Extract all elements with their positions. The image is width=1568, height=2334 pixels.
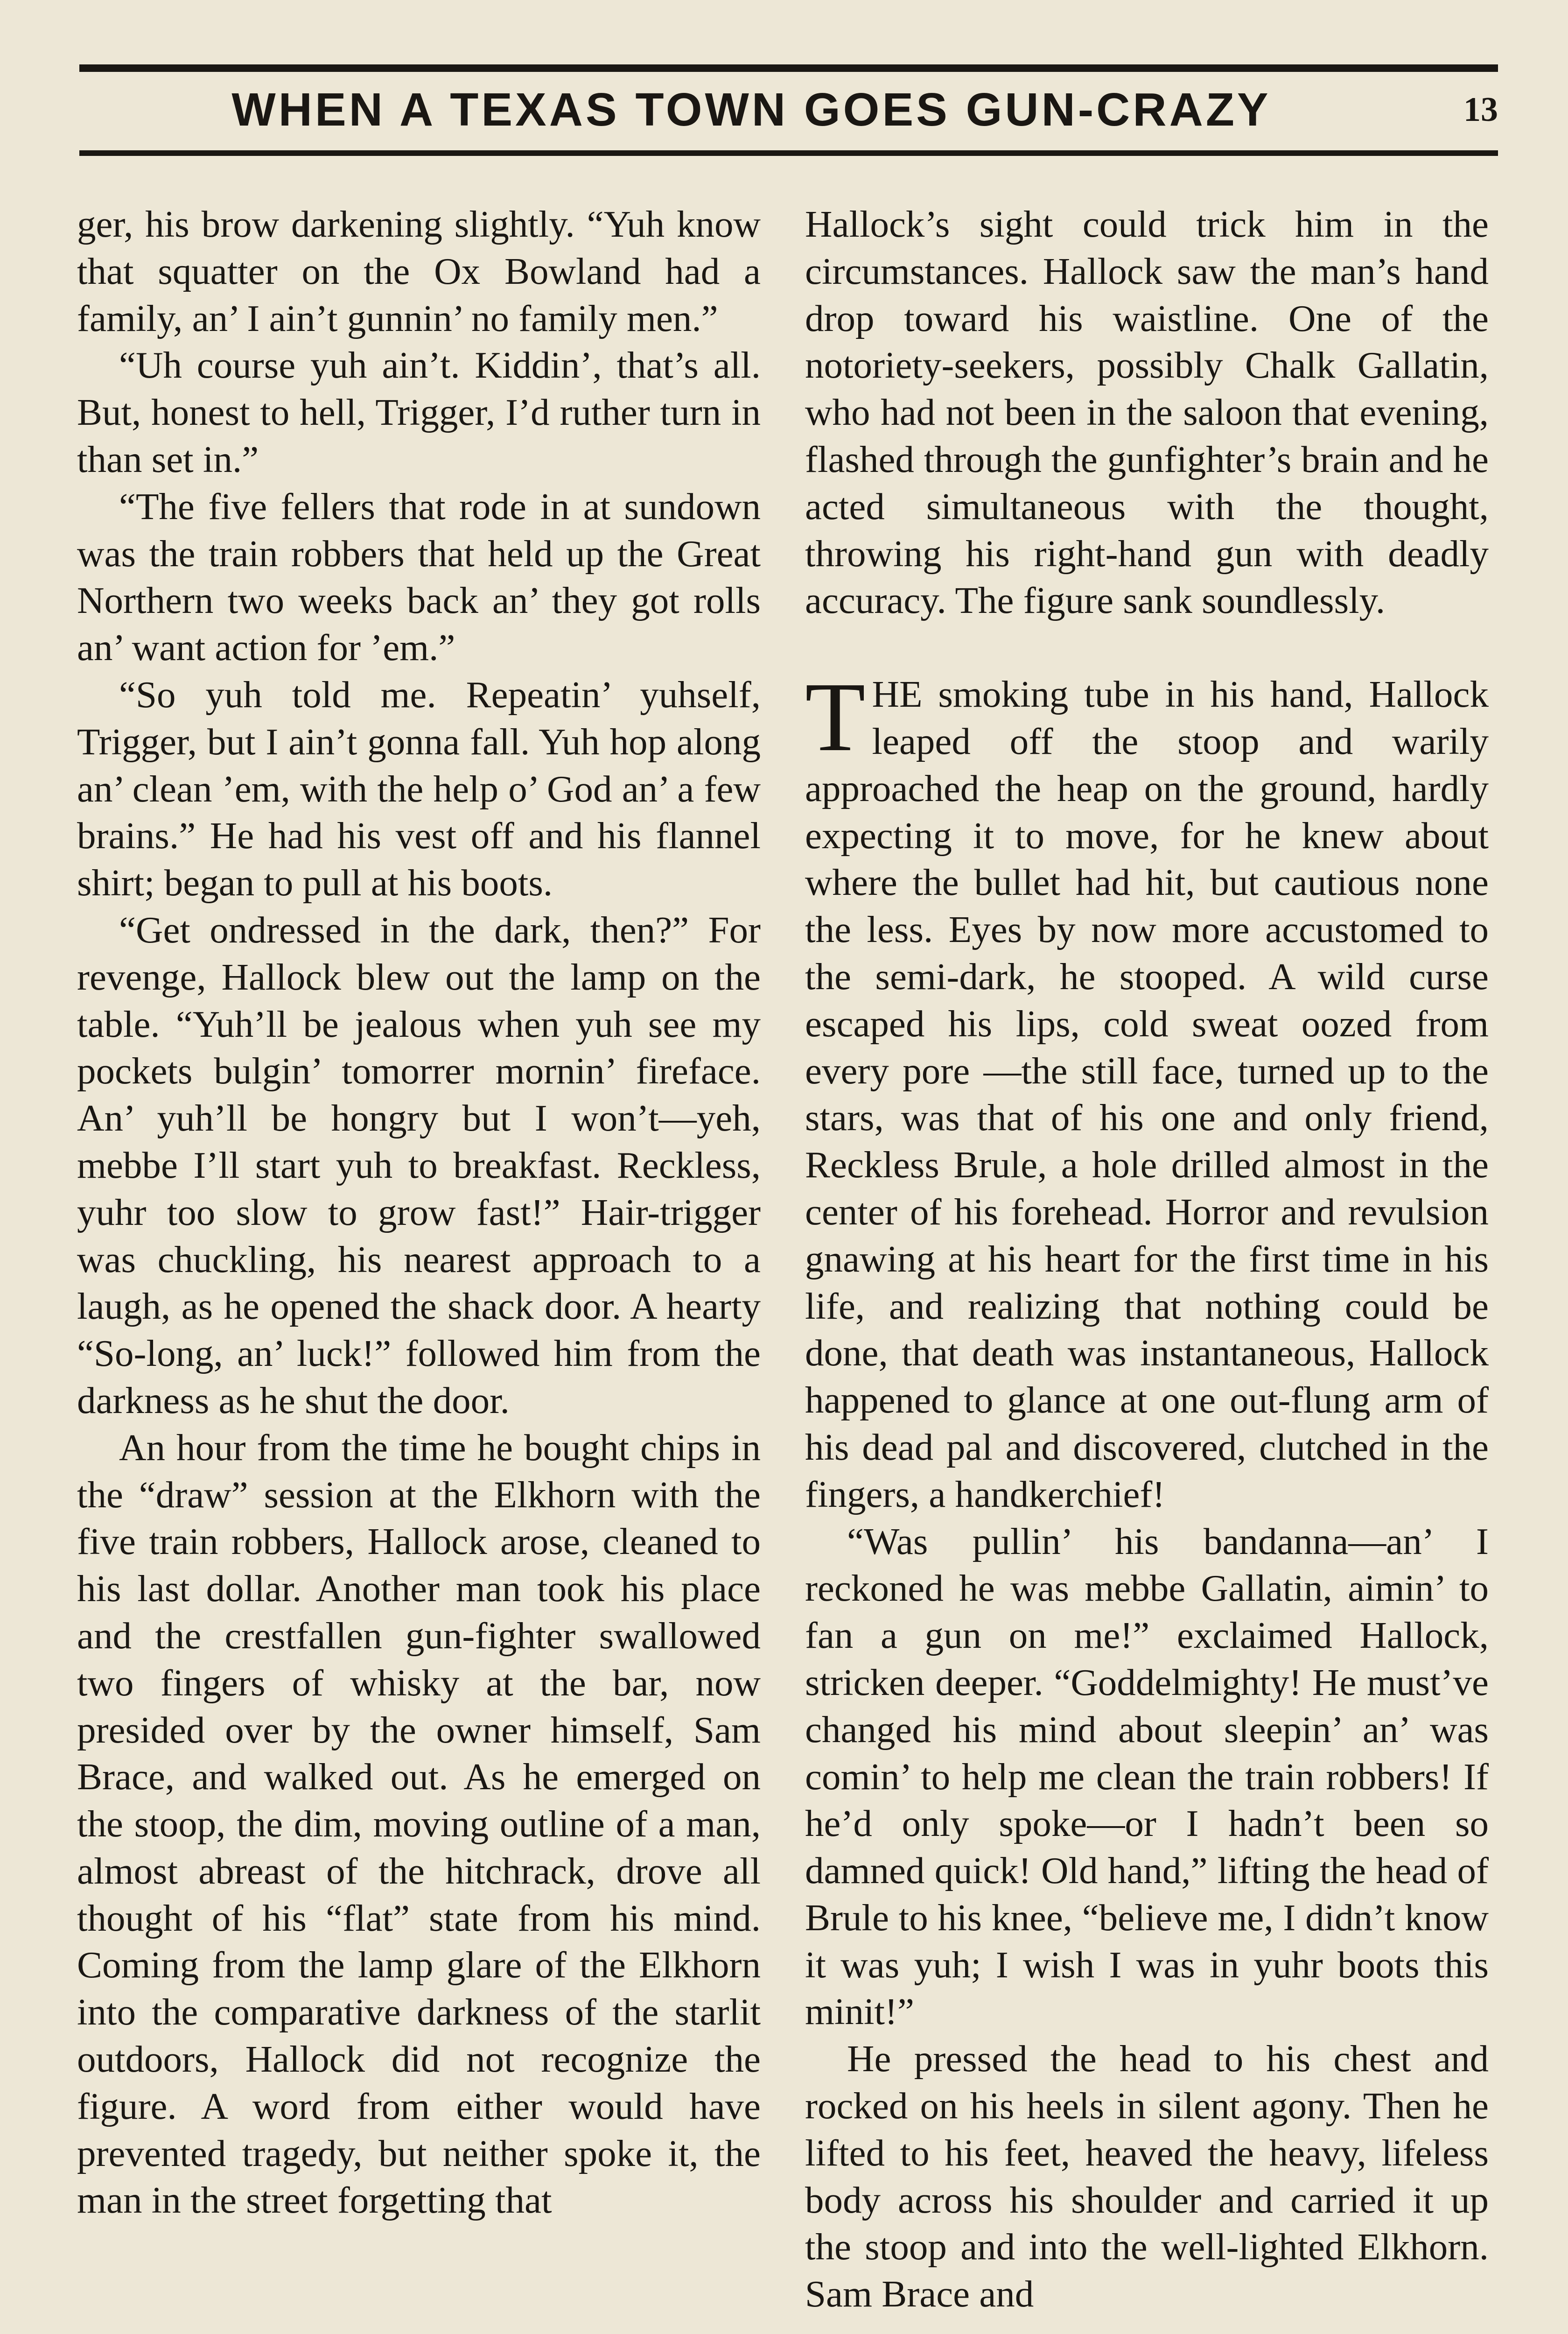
section-text: HE smoking tube in his hand, Hallock leaped off the stoop and warily approached the heap on the ground, hardly expecting it to move, for he knew about where the bullet had hit, but cautious none the less. Eyes by now more accustomed to the semi-dark, he stooped. A wild curse escaped his lips, cold sweat oozed from every pore —the still face, turned up to the stars, was that of his one and only friend, Reckless Brule, a hole drilled almost in the center of his forehead. Horror and revulsion gnawing at his heart for the first time in his life, and realizing that nothing could be done, that death was instantaneous, Hallock happened to glance at one out-flung arm of his dead pal and discovered, clutched in the fingers, a handkerchief! [805,673,1489,1515]
paragraph: “Was pullin’ his bandanna—an’ I reckoned he was mebbe Gallatin, aimin’ to fan a gun on me!” exclaimed Hallock, stricken deeper. “Goddelmighty! He must’ve changed his mind about sleepin’ an’ was comin’ to help me clean the train robbers! If he’d only spoke—or I hadn’t been so damned quick! Old hand,” lifting the head of Brule to his knee, “believe me, I didn’t know it was yuh; I wish I was in yuhr boots this minit!” [805,1520,1489,2033]
running-header-title: WHEN A TEXAS TOWN GOES GUN-CRAZY [231,84,1271,136]
paragraph: An hour from the time he bought chips in the “draw” session at the Elkhorn with the five train robbers, Hallock arose, cleaned to his last dollar. Another man took his place and the crestfallen gun-fighter swallowed two fingers of whisky at the bar, now presided over by the owner himself, Sam Brace, and walked out. As he emerged on the stoop, the dim, moving outline of a man, almost abreast of the hitchrack, drove all thought of his “flat” state from his mind. Coming from the lamp glare of the Elkhorn into the comparative darkness of the starlit outdoors, Hallock did not recognize the figure. A word from either would have prevented tragedy, but neither spoke it, the man in the street forgetting that [77,1426,761,2222]
page-number: 13 [1463,91,1498,129]
section-start-paragraph [805,662,1489,1518]
header-rule-top [79,64,1498,72]
paragraph: Hallock’s sight could trick him in the circumstances. Hallock saw the man’s hand drop toward his waistline. One of the notoriety-seekers, possibly Chalk Gallatin, who had not been in the saloon that evening, flashed through the gunfighter’s brain and he acted simultaneous with the thought, throwing his right-hand gun with deadly accuracy. The figure sank soundlessly. [805,203,1489,622]
paragraph: He pressed the head to his chest and rocked on his heels in silent agony. Then he lifted to his feet, heaved the heavy, lifeless body across his shoulder and carried it up the stoop and into the well-lighted Elkhorn. Sam Brace and [805,2038,1489,2315]
paragraph: “Uh course yuh ain’t. Kiddin’, that’s all. But, honest to hell, Trigger, I’d ruther turn in than set in.” [77,344,761,480]
text-column-left [77,201,761,2334]
paragraph: ger, his brow darkening slightly. “Yuh know that squatter on the Ox Bowland had a family, an’ I ain’t gunnin’ no family men.” [77,203,761,339]
paragraph: “So yuh told me. Repeatin’ yuhself, Trigger, but I ain’t gonna fall. Yuh hop along an’ clean ’em, with the help o’ God an’ a few brains.” He had his vest off and his flannel shirt; began to pull at his boots. [77,673,761,904]
drop-cap: T [805,662,866,772]
text-column-right [805,201,1489,2334]
paragraph: “Get ondressed in the dark, then?” For revenge, Hallock blew out the lamp on the table. “Yuh’ll be jealous when yuh see my pockets bulgin’ tomorrer mornin’ fireface. An’ yuh’ll be hongry but I won’t—yeh, mebbe I’ll start yuh to breakfast. Reckless, yuhr too slow to grow fast!” Hair-trigger was chuckling, his nearest approach to a laugh, as he opened the shack door. A hearty “So-long, an’ luck!” followed him from the darkness as he shut the door. [77,908,761,1421]
header-rule-bottom [79,150,1498,156]
paragraph: “The five fellers that rode in at sundown was the train robbers that held up the Great Northern two weeks back an’ they got rolls an’ want action for ’em.” [77,485,761,669]
